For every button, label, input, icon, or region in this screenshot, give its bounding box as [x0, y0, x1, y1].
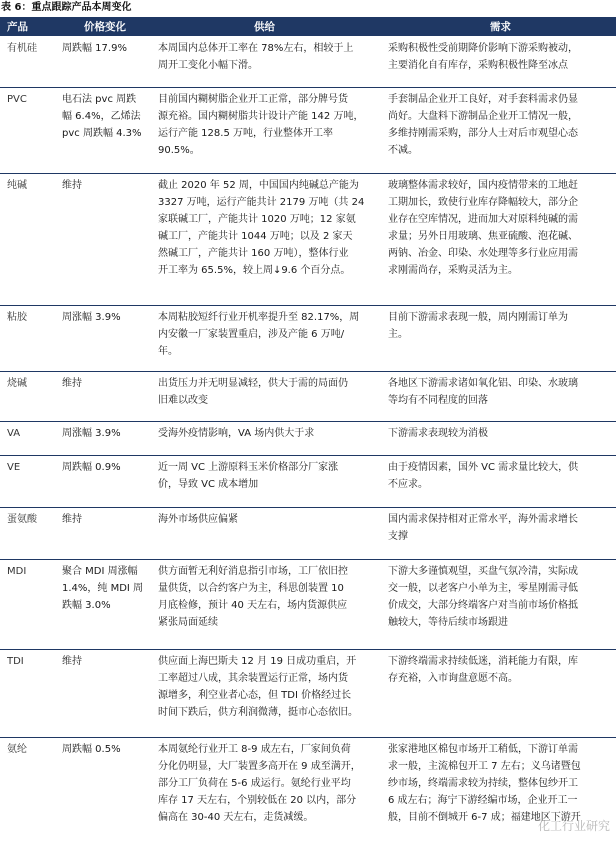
price-change: 周跌幅 0.5%	[62, 744, 121, 755]
supply-text: 本周氨纶行业开工 8-9 成左右，厂家间负荷 分化仍明显，大厂装置多高开在 9 成至满开， 部分工厂负荷在 5-6 成运行。氨纶行业平均 库存 17 天左右，个别较低在 20 以内，部分 偏高在 30-40 天左右，走货减缓。	[158, 744, 361, 823]
table-row	[0, 306, 616, 372]
demand-text: 国内需求保持相对正常水平，海外需求增长 支撑	[388, 514, 578, 542]
table-row	[0, 456, 616, 508]
table-caption: 表 6：重点跟踪产品本周变化	[0, 0, 616, 18]
price-change: 聚合 MDI 周涨幅 1.4%，纯 MDI 周 跌幅 3.0%	[62, 566, 144, 611]
product-name: 有机硅	[7, 43, 37, 54]
supply-text: 本周粘胶短纤行业开机率提升至 82.17%，周 内安徽一厂家装置重启，涉及产能 6 万吨/ 年。	[158, 312, 360, 357]
supply-text: 海外市场供应偏紧	[158, 514, 238, 525]
price-change: 周涨幅 3.9%	[62, 312, 121, 323]
supply-text: 目前国内糊树脂企业开工正常，部分牌号货 源充裕。国内糊树脂共计设计产能 142 万吨， 运行产能 128.5 万吨，行业整体开工率 90.5%。	[158, 94, 364, 156]
product-name: 烧碱	[7, 378, 27, 389]
table-row	[0, 174, 616, 306]
price-change: 维持	[62, 378, 82, 389]
product-name: 纯碱	[7, 180, 27, 191]
product-name: PVC	[7, 94, 27, 105]
table-row	[0, 560, 616, 650]
table-row	[0, 738, 616, 850]
price-change: 维持	[62, 180, 82, 191]
supply-text: 近一周 VC 上游原料玉米价格部分厂家涨 价，导致 VC 成本增加	[158, 462, 339, 490]
demand-text: 张家港地区棉包市场开工稍低，下游订单需 求一般，主流棉包开工 7 左右；义乌诸暨包 纱市场，终端需求较为持续，整体包纱开工 6 成左右；海宁下游经编市场，企业开工一 般，目前不倒城开 6-7 成；福建地区下游开	[388, 744, 581, 823]
table-row	[0, 508, 616, 560]
price-change: 电石法 pvc 周跌 幅 6.4%，乙烯法 pvc 周跌幅 4.3%	[62, 94, 142, 139]
demand-text: 由于疫情因素，国外 VC 需求量比较大，供 不应求。	[388, 462, 579, 490]
header-product: 产品	[7, 21, 28, 33]
product-name: MDI	[7, 566, 27, 577]
demand-text: 玻璃整体需求较好，国内疫情带来的工地赶 工期加长，致使行业库存降幅较大，部分企 业存在空库情况，进而加大对原料纯碱的需 求量；另外日用玻璃、焦亚硫酸、泡花碱、 两钠、冶金、印染、水处理等多行业应用需 求刚需尚存，采购灵活为主。	[388, 180, 578, 276]
table-row	[0, 650, 616, 738]
price-change: 周跌幅 0.9%	[62, 462, 121, 473]
product-name: VE	[7, 462, 21, 473]
product-name: 蛋氨酸	[7, 514, 37, 525]
table-header	[0, 18, 616, 36]
header-demand: 需求	[490, 21, 511, 33]
table-row	[0, 422, 616, 456]
price-change: 周涨幅 3.9%	[62, 428, 121, 439]
product-name: VA	[7, 428, 21, 439]
demand-text: 下游需求表现较为消极	[388, 428, 488, 439]
demand-text: 手套制品企业开工良好，对手套料需求仍显 尚好。大盘料下游制品企业开工情况一般， 多维持刚需采购，部分人士对后市观望心态 不减。	[388, 94, 578, 156]
watermark: 化工行业研究	[537, 819, 610, 833]
table-row	[0, 88, 616, 174]
header-supply: 供给	[254, 21, 275, 33]
supply-text: 本周国内总体开工率在 78%左右，相较于上 周开工变化小幅下滑。	[158, 43, 354, 71]
demand-text: 各地区下游需求诸如氧化铝、印染、水玻璃 等均有不同程度的回落	[388, 378, 578, 406]
supply-text: 出货压力并无明显减轻，供大于需的局面仍 旧难以改变	[158, 378, 348, 406]
price-change: 周跌幅 17.9%	[62, 43, 127, 54]
demand-text: 采购积极性受前期降价影响下游采购被动， 主要消化自有库存，采购积极性降至冰点	[388, 43, 578, 71]
demand-text: 下游终端需求持续低迷，消耗能力有限，库 存充裕，入市询盘意愿不高。	[388, 656, 578, 684]
table-row	[0, 37, 616, 88]
supply-text: 供方面暂无利好消息指引市场，工厂依旧控 量供货，以合约客户为主，科思创装置 10 月底检修，预计 40 天左右，场内货源供应 紧张局面延续	[158, 566, 348, 628]
supply-text: 供应面上海巴斯夫 12 月 19 日成功重启，开 工率超过八成，其余装置运行正常，场内货 源增多，利空业者心态，但 TDI 价格经过长 时间下跌后，供方利润微薄，挺市心态依旧。	[158, 656, 358, 718]
table-row	[0, 372, 616, 422]
product-name: TDI	[7, 656, 24, 667]
product-name: 氨纶	[7, 744, 27, 755]
price-change: 维持	[62, 514, 82, 525]
demand-text: 下游大多谨慎观望，买盘气氛冷清，实际成 交一般，以老客户小单为主，零星刚需寻低 价成交，大部分终端客户对当前市场价格抵 触较大，等待后续市场跟进	[388, 566, 578, 628]
supply-text: 截止 2020 年 52 周，中国国内纯碱总产能为 3327 万吨，运行产能共计 2179 万吨（共 24 家联碱工厂，产能共计 1020 万吨；12 家氨 碱工厂，产能共计 1044 万吨；以及 2 家天 然碱工厂，产能共计 160 万吨），整体行业 开工率为 65.5%，较上周↓9.6 个百分点。	[158, 180, 365, 276]
demand-text: 目前下游需求表现一般，周内刚需订单为 主。	[388, 312, 568, 340]
header-price: 价格变化	[84, 21, 126, 33]
price-change: 维持	[62, 656, 82, 667]
supply-text: 受海外疫情影响，VA 场内供大于求	[158, 428, 315, 439]
product-name: 粘胶	[7, 312, 27, 323]
